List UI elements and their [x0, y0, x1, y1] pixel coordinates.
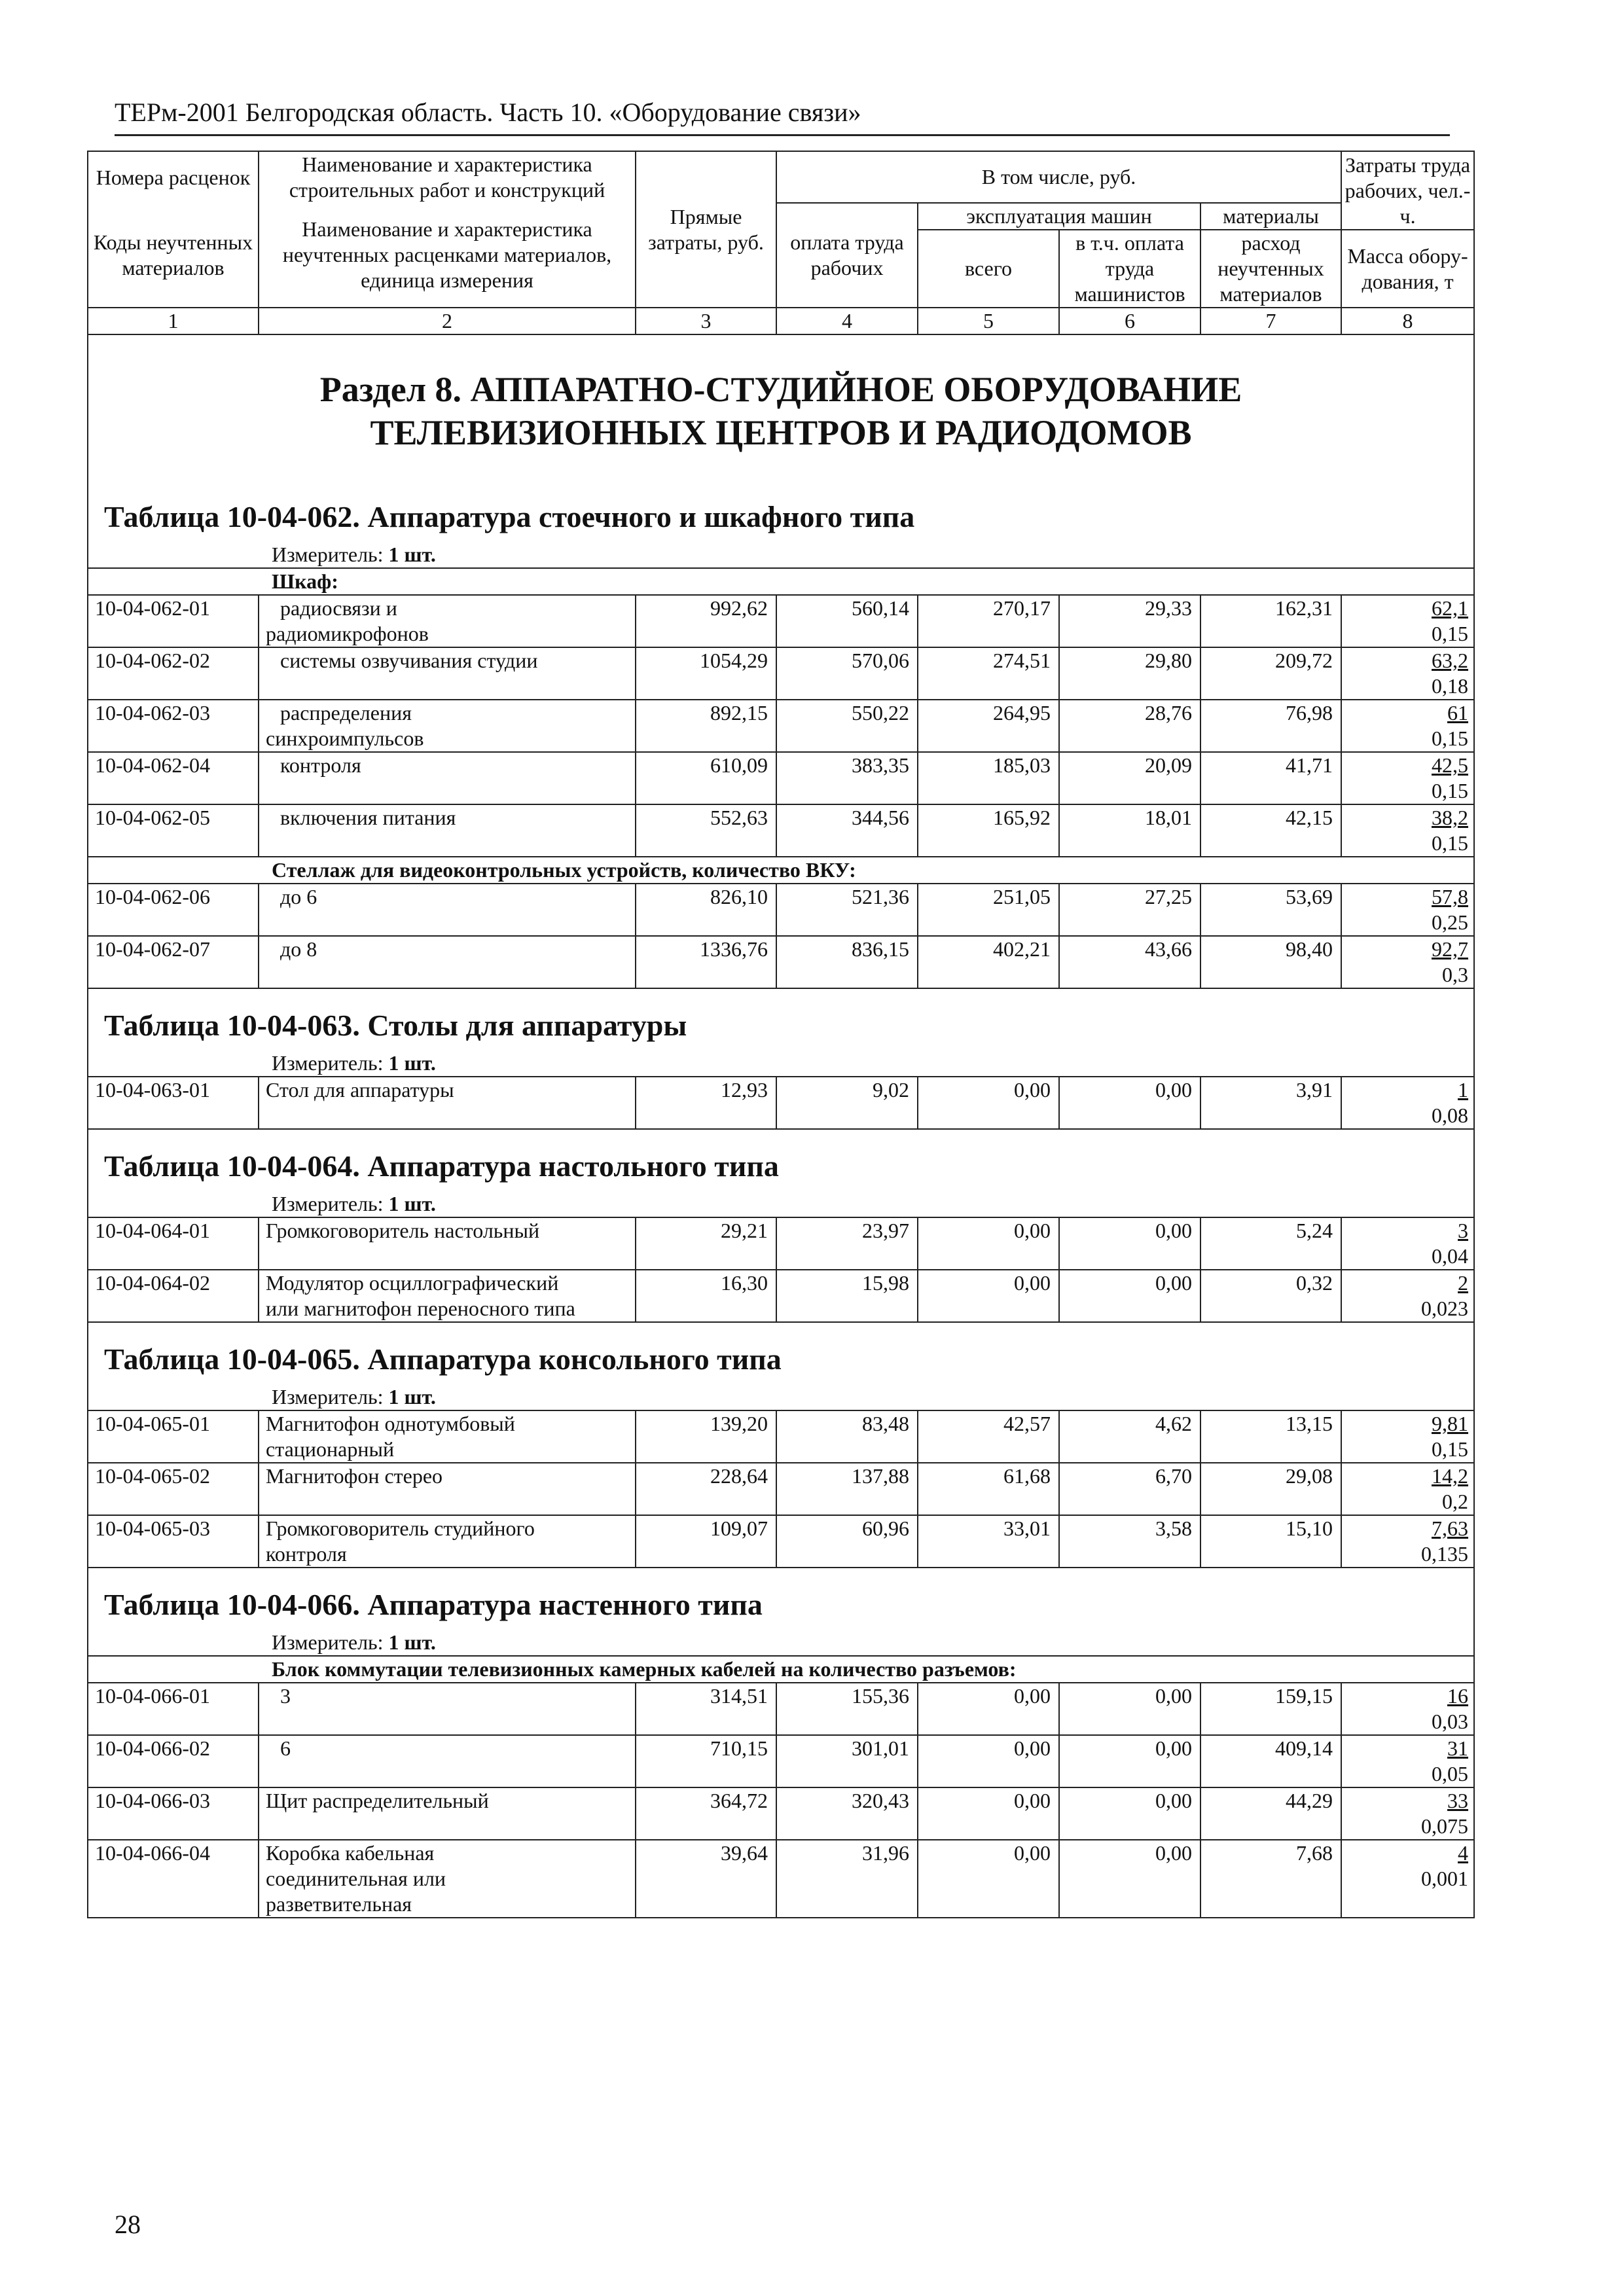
col-material-name: Наименование и характеристика неучтенных расценками материалов, единица измерения	[259, 203, 636, 308]
worker-pay-value: 9,02	[776, 1077, 918, 1129]
unit-row	[88, 1630, 1474, 1656]
materials-value: 409,14	[1200, 1735, 1341, 1787]
machines-total-value: 0,00	[918, 1683, 1059, 1735]
mass-value: 0,15	[1432, 726, 1469, 750]
col-operator-pay: в т.ч. оплата труда машинистов	[1059, 230, 1200, 308]
group-row	[88, 1656, 1474, 1683]
table-row	[88, 1787, 1474, 1840]
materials-value: 13,15	[1200, 1410, 1341, 1463]
materials-value: 15,10	[1200, 1515, 1341, 1568]
table-row	[88, 647, 1474, 700]
unit-of-measure	[88, 542, 1474, 568]
rate-name: радиосвязи и радиомикрофонов	[259, 595, 636, 647]
machines-total-value: 251,05	[918, 884, 1059, 936]
rate-name: включения питания	[259, 804, 636, 857]
group-row	[88, 568, 1474, 595]
materials-value: 209,72	[1200, 647, 1341, 700]
materials-value: 53,69	[1200, 884, 1341, 936]
group-heading: Блок коммутации телевизионных камерных кабелей на количество разъемов:	[88, 1656, 1474, 1683]
unit-value: 1 шт.	[388, 543, 436, 566]
operator-pay-value: 0,00	[1059, 1077, 1200, 1129]
worker-pay-value: 137,88	[776, 1463, 918, 1515]
table-row	[88, 1463, 1474, 1515]
table-title-text: Таблица 10-04-063. Столы для аппаратуры	[104, 1009, 687, 1042]
mass-value: 0,18	[1432, 674, 1469, 698]
worker-pay-value: 83,48	[776, 1410, 918, 1463]
rate-name: системы озвучивания студии	[259, 647, 636, 700]
table-title	[88, 1322, 1474, 1384]
worker-pay-value: 836,15	[776, 936, 918, 988]
column-header-row	[88, 151, 1474, 203]
labor-mass-cell	[1341, 1515, 1474, 1568]
column-header-row	[88, 203, 1474, 230]
mass-value: 0,023	[1421, 1297, 1469, 1320]
group-heading: Стеллаж для видеоконтрольных устройств, количество ВКУ:	[88, 857, 1474, 884]
table-row	[88, 1270, 1474, 1322]
col-rate-numbers: Номера расценок	[88, 151, 259, 203]
col-group-machines: эксплуатация машин	[918, 203, 1200, 230]
machines-total-value: 270,17	[918, 595, 1059, 647]
rate-name: Стол для аппаратуры	[259, 1077, 636, 1129]
worker-pay-value: 60,96	[776, 1515, 918, 1568]
col-number: 5	[918, 308, 1059, 334]
materials-value: 162,31	[1200, 595, 1341, 647]
table-title-row	[88, 1129, 1474, 1191]
direct-costs-value: 228,64	[636, 1463, 776, 1515]
col-number: 3	[636, 308, 776, 334]
labor-value: 57,8	[1432, 885, 1469, 908]
rate-name: до 8	[259, 936, 636, 988]
machines-total-value: 61,68	[918, 1463, 1059, 1515]
labor-value: 38,2	[1432, 806, 1469, 829]
unit-row	[88, 1384, 1474, 1410]
rate-name: Щит распределительный	[259, 1787, 636, 1840]
rate-code: 10-04-064-02	[88, 1270, 259, 1322]
mass-value: 0,15	[1432, 622, 1469, 645]
unit-label: Измеритель:	[272, 1385, 384, 1408]
machines-total-value: 0,00	[918, 1735, 1059, 1787]
machines-total-value: 33,01	[918, 1515, 1059, 1568]
mass-value: 0,03	[1432, 1710, 1469, 1733]
labor-mass-cell	[1341, 1787, 1474, 1840]
worker-pay-value: 23,97	[776, 1217, 918, 1270]
rate-name: Громкоговоритель настольный	[259, 1217, 636, 1270]
materials-value: 159,15	[1200, 1683, 1341, 1735]
table-title-row	[88, 480, 1474, 542]
unit-of-measure	[88, 1630, 1474, 1656]
labor-mass-cell	[1341, 1840, 1474, 1918]
direct-costs-value: 16,30	[636, 1270, 776, 1322]
rate-code: 10-04-065-03	[88, 1515, 259, 1568]
direct-costs-value: 314,51	[636, 1683, 776, 1735]
rate-code: 10-04-062-05	[88, 804, 259, 857]
section-heading-row	[88, 334, 1474, 480]
running-header: ТЕРм-2001 Белгородская область. Часть 10. «Оборудование связи»	[115, 97, 1450, 136]
rate-code: 10-04-063-01	[88, 1077, 259, 1129]
materials-value: 44,29	[1200, 1787, 1341, 1840]
materials-value: 3,91	[1200, 1077, 1341, 1129]
direct-costs-value: 139,20	[636, 1410, 776, 1463]
operator-pay-value: 0,00	[1059, 1683, 1200, 1735]
direct-costs-value: 39,64	[636, 1840, 776, 1918]
rate-name: Коробка кабельная соединительная или разветвительная	[259, 1840, 636, 1918]
mass-value: 0,001	[1421, 1867, 1469, 1890]
labor-mass-cell	[1341, 936, 1474, 988]
rate-code: 10-04-062-07	[88, 936, 259, 988]
machines-total-value: 264,95	[918, 700, 1059, 752]
machines-total-value: 165,92	[918, 804, 1059, 857]
rate-name: распределения синхроимпульсов	[259, 700, 636, 752]
materials-value: 76,98	[1200, 700, 1341, 752]
mass-value: 0,04	[1432, 1244, 1469, 1268]
labor-mass-cell	[1341, 1683, 1474, 1735]
labor-value: 1	[1458, 1078, 1469, 1102]
mass-value: 0,15	[1432, 779, 1469, 802]
labor-value: 3	[1458, 1219, 1469, 1242]
col-material-codes: Коды неучтенных материалов	[88, 203, 259, 308]
col-number: 8	[1341, 308, 1474, 334]
operator-pay-value: 18,01	[1059, 804, 1200, 857]
table-row	[88, 936, 1474, 988]
table-row	[88, 752, 1474, 804]
mass-value: 0,25	[1432, 910, 1469, 934]
mass-value: 0,15	[1432, 831, 1469, 855]
unit-of-measure	[88, 1384, 1474, 1410]
table-row	[88, 595, 1474, 647]
labor-value: 4	[1458, 1841, 1469, 1865]
unit-value: 1 шт.	[388, 1051, 436, 1075]
rate-code: 10-04-062-06	[88, 884, 259, 936]
rate-code: 10-04-062-04	[88, 752, 259, 804]
mass-value: 0,135	[1421, 1542, 1469, 1566]
col-number: 7	[1200, 308, 1341, 334]
unit-label: Измеритель:	[272, 1192, 384, 1215]
operator-pay-value: 29,80	[1059, 647, 1200, 700]
direct-costs-value: 29,21	[636, 1217, 776, 1270]
worker-pay-value: 320,43	[776, 1787, 918, 1840]
machines-total-value: 0,00	[918, 1217, 1059, 1270]
operator-pay-value: 27,25	[1059, 884, 1200, 936]
unit-row	[88, 542, 1474, 568]
materials-value: 0,32	[1200, 1270, 1341, 1322]
col-number: 4	[776, 308, 918, 334]
mass-value: 0,3	[1442, 963, 1469, 986]
operator-pay-value: 0,00	[1059, 1840, 1200, 1918]
rate-name: 3	[259, 1683, 636, 1735]
labor-value: 92,7	[1432, 937, 1469, 961]
labor-mass-cell	[1341, 804, 1474, 857]
mass-value: 0,2	[1442, 1490, 1469, 1513]
materials-value: 98,40	[1200, 936, 1341, 988]
labor-mass-cell	[1341, 1270, 1474, 1322]
table-title-text: Таблица 10-04-064. Аппаратура настольного типа	[104, 1149, 779, 1183]
rate-code: 10-04-066-04	[88, 1840, 259, 1918]
labor-value: 62,1	[1432, 596, 1469, 620]
col-material-usage: расход неучтенных материалов	[1200, 230, 1341, 308]
table-title-text: Таблица 10-04-062. Аппаратура стоечного и шкафного типа	[104, 500, 915, 533]
mass-value: 0,05	[1432, 1762, 1469, 1785]
col-worker-pay: оплата труда рабочих	[776, 203, 918, 308]
operator-pay-value: 20,09	[1059, 752, 1200, 804]
col-direct-costs: Прямые затраты, руб.	[636, 151, 776, 308]
direct-costs-value: 826,10	[636, 884, 776, 936]
table-row	[88, 1840, 1474, 1918]
machines-total-value: 0,00	[918, 1077, 1059, 1129]
table-row	[88, 1683, 1474, 1735]
worker-pay-value: 560,14	[776, 595, 918, 647]
labor-value: 7,63	[1432, 1516, 1469, 1540]
col-labor-costs: Затраты труда рабочих, чел.-ч.	[1341, 151, 1474, 230]
labor-mass-cell	[1341, 647, 1474, 700]
rate-code: 10-04-066-03	[88, 1787, 259, 1840]
unit-value: 1 шт.	[388, 1630, 436, 1654]
unit-row	[88, 1050, 1474, 1077]
labor-mass-cell	[1341, 1410, 1474, 1463]
unit-row	[88, 1191, 1474, 1217]
direct-costs-value: 364,72	[636, 1787, 776, 1840]
worker-pay-value: 344,56	[776, 804, 918, 857]
rate-code: 10-04-062-01	[88, 595, 259, 647]
unit-value: 1 шт.	[388, 1385, 436, 1408]
rate-code: 10-04-064-01	[88, 1217, 259, 1270]
operator-pay-value: 6,70	[1059, 1463, 1200, 1515]
rate-name: 6	[259, 1735, 636, 1787]
materials-value: 7,68	[1200, 1840, 1341, 1918]
labor-value: 14,2	[1432, 1464, 1469, 1488]
rate-name: Модулятор осциллографический или магнитофон переносного типа	[259, 1270, 636, 1322]
materials-value: 29,08	[1200, 1463, 1341, 1515]
labor-value: 2	[1458, 1271, 1469, 1295]
rates-table	[87, 151, 1475, 1918]
rate-code: 10-04-066-02	[88, 1735, 259, 1787]
operator-pay-value: 0,00	[1059, 1735, 1200, 1787]
operator-pay-value: 0,00	[1059, 1217, 1200, 1270]
direct-costs-value: 1054,29	[636, 647, 776, 700]
machines-total-value: 42,57	[918, 1410, 1059, 1463]
labor-mass-cell	[1341, 1735, 1474, 1787]
labor-value: 61	[1447, 701, 1469, 725]
operator-pay-value: 0,00	[1059, 1270, 1200, 1322]
table-row	[88, 700, 1474, 752]
rate-code: 10-04-062-02	[88, 647, 259, 700]
col-group-materials: материалы	[1200, 203, 1341, 230]
rate-code: 10-04-062-03	[88, 700, 259, 752]
table-row	[88, 1735, 1474, 1787]
section-title-line: ТЕЛЕВИЗИОННЫХ ЦЕНТРОВ И РАДИОДОМОВ	[370, 413, 1192, 452]
worker-pay-value: 31,96	[776, 1840, 918, 1918]
unit-of-measure	[88, 1191, 1474, 1217]
machines-total-value: 185,03	[918, 752, 1059, 804]
group-heading: Шкаф:	[88, 568, 1474, 595]
labor-mass-cell	[1341, 700, 1474, 752]
worker-pay-value: 155,36	[776, 1683, 918, 1735]
direct-costs-value: 610,09	[636, 752, 776, 804]
mass-value: 0,075	[1421, 1814, 1469, 1838]
labor-mass-cell	[1341, 1463, 1474, 1515]
labor-value: 31	[1447, 1736, 1469, 1760]
materials-value: 42,15	[1200, 804, 1341, 857]
col-number: 2	[259, 308, 636, 334]
direct-costs-value: 1336,76	[636, 936, 776, 988]
group-row	[88, 857, 1474, 884]
table-title-text: Таблица 10-04-065. Аппаратура консольного типа	[104, 1342, 782, 1376]
rate-name: Магнитофон стерео	[259, 1463, 636, 1515]
direct-costs-value: 552,63	[636, 804, 776, 857]
section-title-line: Раздел 8. АППАРАТНО-СТУДИЙНОЕ ОБОРУДОВАНИЕ	[319, 370, 1242, 409]
rate-name: контроля	[259, 752, 636, 804]
table-row	[88, 1515, 1474, 1568]
table-title	[88, 1568, 1474, 1630]
operator-pay-value: 4,62	[1059, 1410, 1200, 1463]
table-row	[88, 1410, 1474, 1463]
col-work-name: Наименование и характеристика строительных работ и конструкций	[259, 151, 636, 203]
labor-value: 42,5	[1432, 753, 1469, 777]
rate-name: Магнитофон однотумбовый стационарный	[259, 1410, 636, 1463]
materials-value: 5,24	[1200, 1217, 1341, 1270]
machines-total-value: 402,21	[918, 936, 1059, 988]
table-title-row	[88, 1322, 1474, 1384]
unit-label: Измеритель:	[272, 1630, 384, 1654]
labor-value: 9,81	[1432, 1412, 1469, 1435]
table-row	[88, 1077, 1474, 1129]
col-number: 6	[1059, 308, 1200, 334]
labor-mass-cell	[1341, 1217, 1474, 1270]
section-heading	[88, 334, 1474, 480]
table-title	[88, 480, 1474, 542]
unit-value: 1 шт.	[388, 1192, 436, 1215]
page-number: 28	[115, 2210, 141, 2239]
machines-total-value: 274,51	[918, 647, 1059, 700]
mass-value: 0,15	[1432, 1437, 1469, 1461]
labor-mass-cell	[1341, 1077, 1474, 1129]
labor-value: 63,2	[1432, 649, 1469, 672]
direct-costs-value: 12,93	[636, 1077, 776, 1129]
machines-total-value: 0,00	[918, 1840, 1059, 1918]
operator-pay-value: 29,33	[1059, 595, 1200, 647]
table-row	[88, 1217, 1474, 1270]
labor-mass-cell	[1341, 884, 1474, 936]
materials-value: 41,71	[1200, 752, 1341, 804]
rate-code: 10-04-065-02	[88, 1463, 259, 1515]
operator-pay-value: 0,00	[1059, 1787, 1200, 1840]
labor-value: 16	[1447, 1684, 1469, 1708]
worker-pay-value: 521,36	[776, 884, 918, 936]
operator-pay-value: 43,66	[1059, 936, 1200, 988]
col-equipment-mass: Масса обору-дования, т	[1341, 230, 1474, 308]
table-title	[88, 1129, 1474, 1191]
column-number-row	[88, 308, 1474, 334]
worker-pay-value: 570,06	[776, 647, 918, 700]
machines-total-value: 0,00	[918, 1270, 1059, 1322]
table-title	[88, 988, 1474, 1050]
rate-code: 10-04-065-01	[88, 1410, 259, 1463]
table-row	[88, 804, 1474, 857]
direct-costs-value: 892,15	[636, 700, 776, 752]
unit-of-measure	[88, 1050, 1474, 1077]
col-group-including: В том числе, руб.	[776, 151, 1341, 203]
rate-sheet	[87, 151, 1473, 1918]
direct-costs-value: 710,15	[636, 1735, 776, 1787]
col-number: 1	[88, 308, 259, 334]
direct-costs-value: 109,07	[636, 1515, 776, 1568]
mass-value: 0,08	[1432, 1103, 1469, 1127]
rate-code: 10-04-066-01	[88, 1683, 259, 1735]
machines-total-value: 0,00	[918, 1787, 1059, 1840]
rate-name: Громкоговоритель студийного контроля	[259, 1515, 636, 1568]
unit-label: Измеритель:	[272, 1051, 384, 1075]
table-title-row	[88, 988, 1474, 1050]
operator-pay-value: 3,58	[1059, 1515, 1200, 1568]
worker-pay-value: 15,98	[776, 1270, 918, 1322]
operator-pay-value: 28,76	[1059, 700, 1200, 752]
labor-mass-cell	[1341, 595, 1474, 647]
rate-name: до 6	[259, 884, 636, 936]
worker-pay-value: 550,22	[776, 700, 918, 752]
worker-pay-value: 301,01	[776, 1735, 918, 1787]
table-row	[88, 884, 1474, 936]
labor-mass-cell	[1341, 752, 1474, 804]
col-machines-total: всего	[918, 230, 1059, 308]
labor-value: 33	[1447, 1789, 1469, 1812]
direct-costs-value: 992,62	[636, 595, 776, 647]
worker-pay-value: 383,35	[776, 752, 918, 804]
table-title-text: Таблица 10-04-066. Аппаратура настенного типа	[104, 1588, 763, 1621]
table-title-row	[88, 1568, 1474, 1630]
unit-label: Измеритель:	[272, 543, 384, 566]
